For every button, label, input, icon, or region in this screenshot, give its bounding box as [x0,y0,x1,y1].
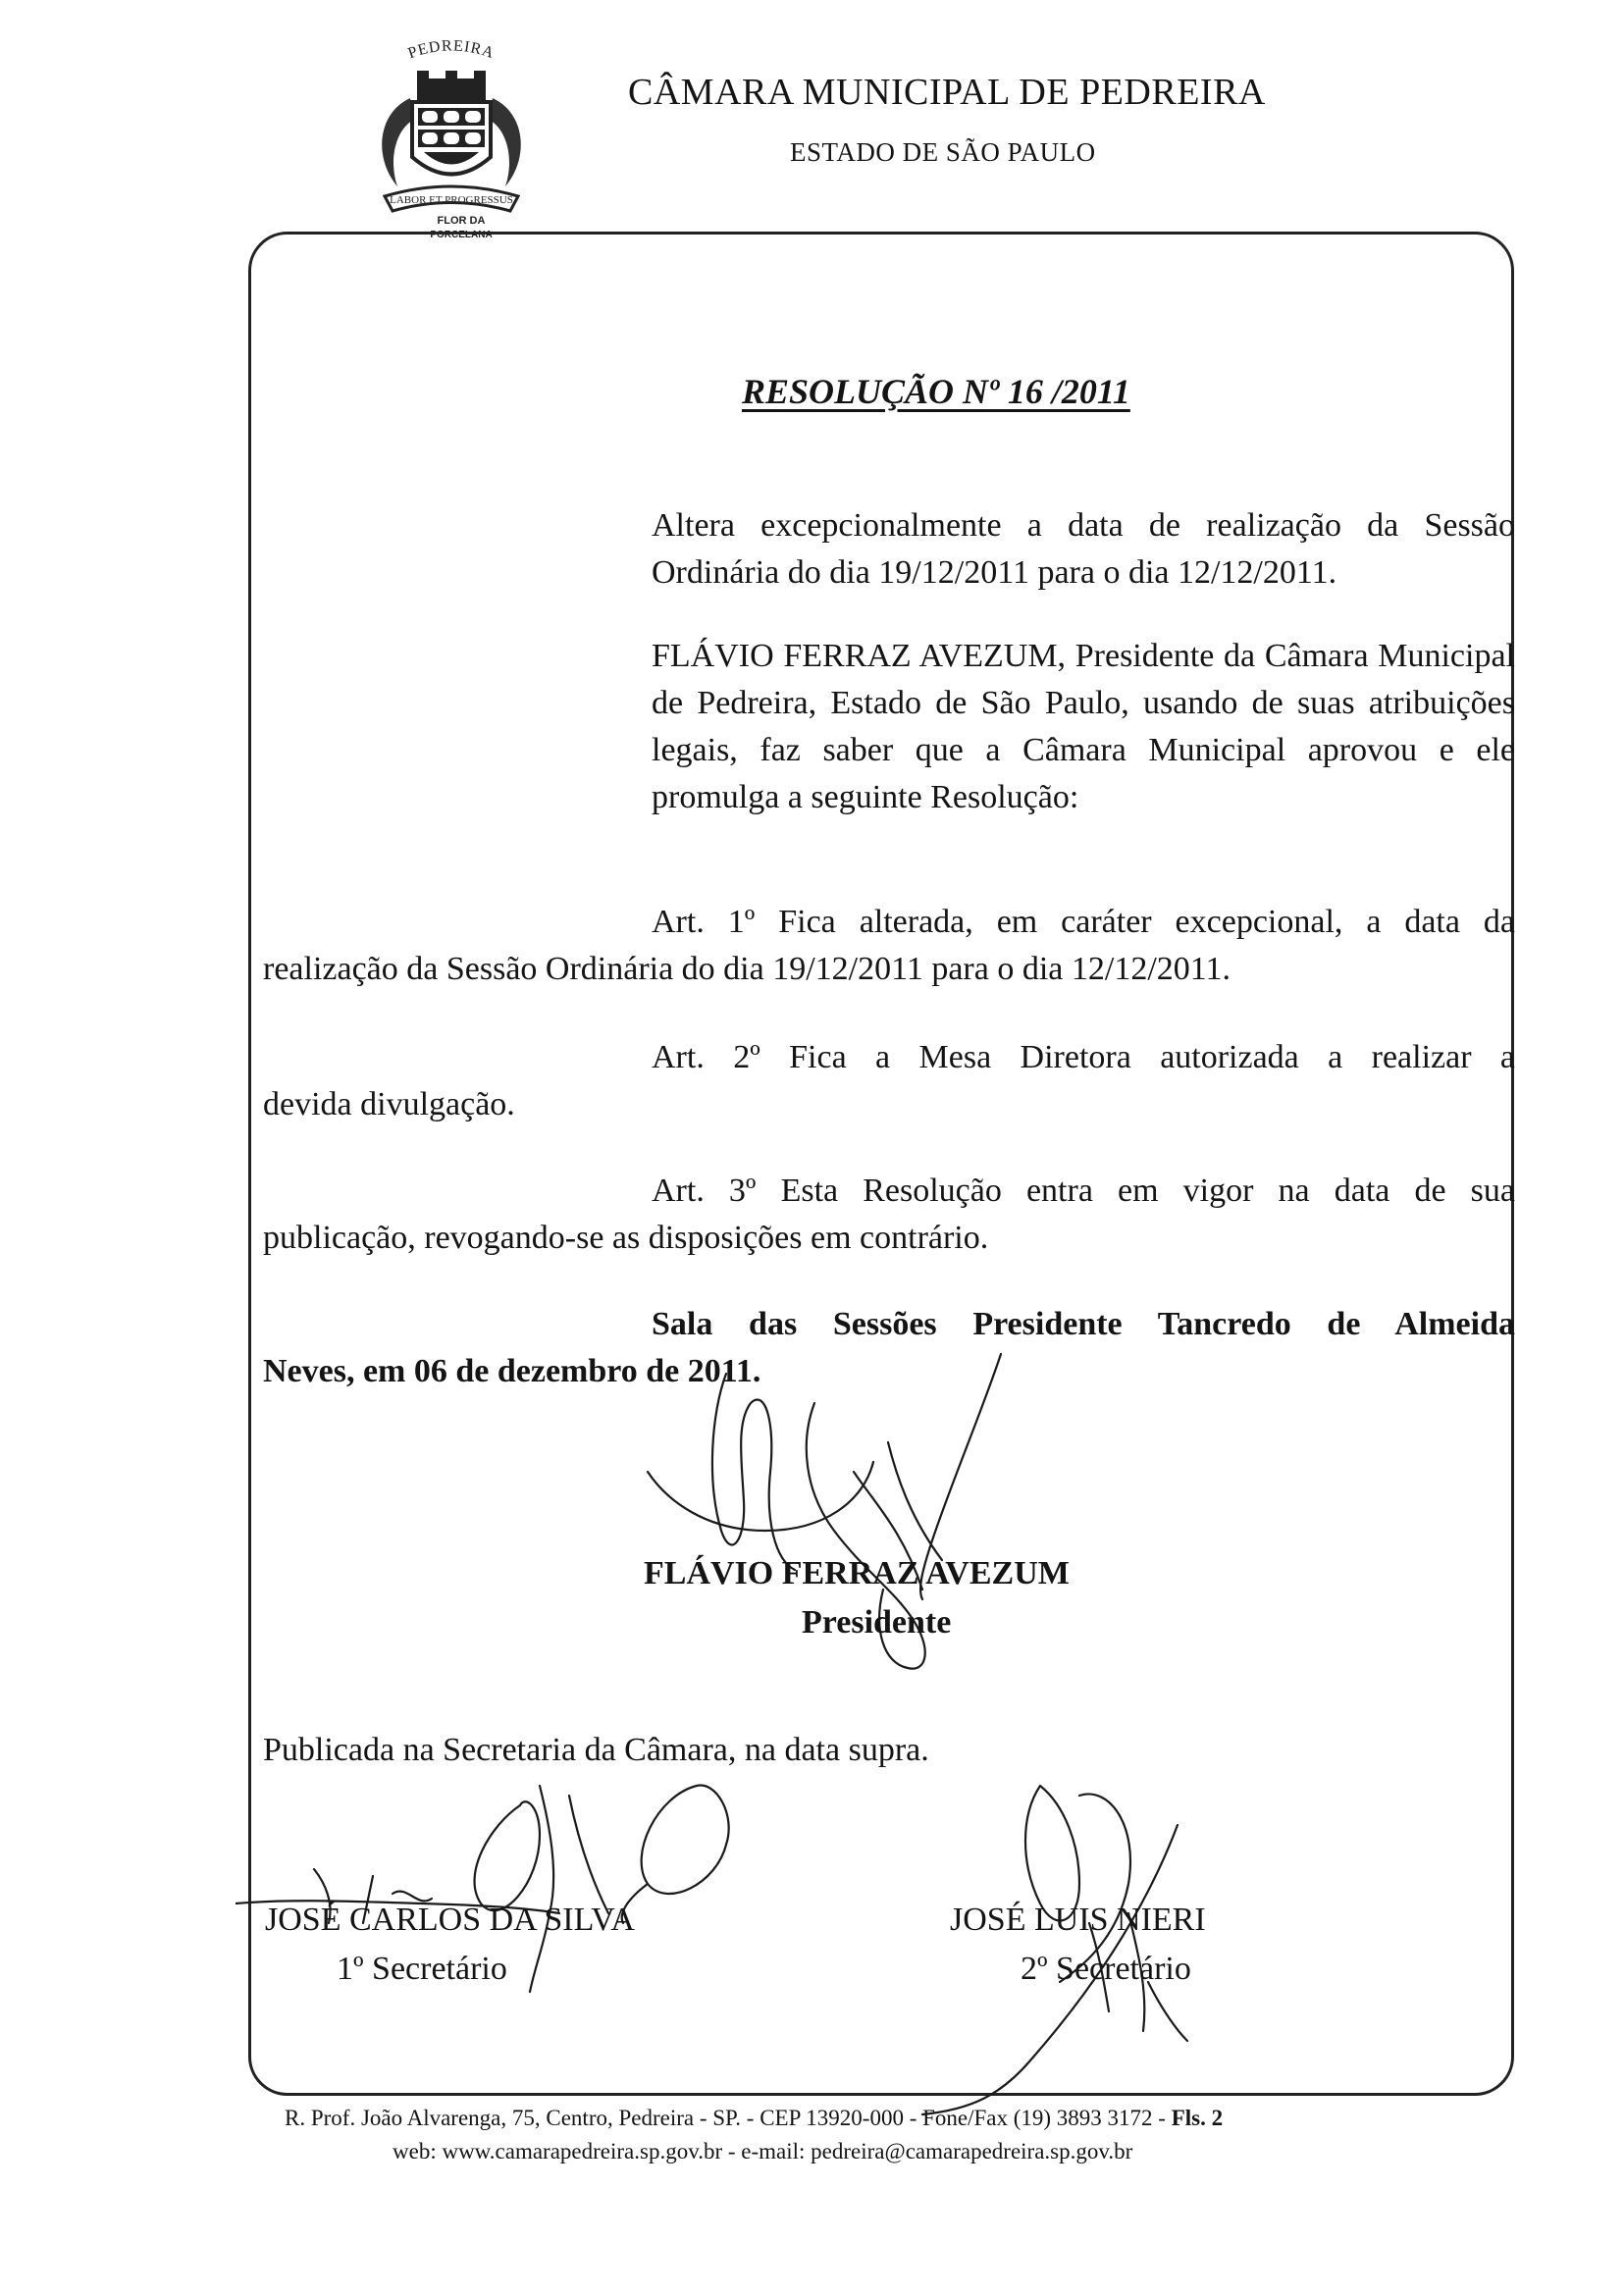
page-reference: Fls. 2 [1171,2106,1224,2130]
footer-contact: web: www.camarapedreira.sp.gov.br - e-mail: pedreira@camarapedreira.sp.gov.br [393,2139,1133,2164]
footer-address-text: R. Prof. João Alvarenga, 75, Centro, Pedreira - SP. - CEP 13920-000 - Fone/Fax (19) 3893 3172 - [285,2106,1172,2130]
article-text: Art. 2º Fica a Mesa Diretora autorizada a realizar a [652,1039,1515,1075]
organization-name: CÂMARA MUNICIPAL DE PEDREIRA [628,72,1266,113]
article-2 [263,1034,1515,1128]
svg-text:PEDREIRA: PEDREIRA [405,37,498,63]
article-text: publicação, revogando-se as disposições em contrário. [263,1220,989,1256]
article-text: devida divulgação. [263,1086,515,1122]
first-secretary-role: 1º Secretário [337,1951,507,1987]
article-text: Art. 3º Esta Resolução entra em vigor na data de sua [652,1173,1515,1209]
document-title: RESOLUÇÃO Nº 16 /2011 [742,372,1130,411]
article-text: Art. 1º Fica alterada, em caráter excepcional, a data da [652,904,1515,940]
article-3 [263,1168,1515,1262]
coat-of-arms-logo [363,29,540,240]
crest-subtitle: PORCELANA [430,230,493,240]
footer-address [285,2106,1223,2131]
first-secretary-name: JOSÉ CARLOS DA SILVA [265,1902,635,1938]
publication-note: Publicada na Secretaria da Câmara, na data supra. [263,1732,929,1768]
second-secretary-name: JOSÉ LUIS NIERI [950,1902,1206,1938]
crest-subtitle: FLOR DA [437,215,486,227]
second-secretary-role: 2º Secretário [1021,1951,1191,1987]
crest-motto: LABOR ET PROGRESSUS [390,194,513,206]
resolution-preamble: FLÁVIO FERRAZ AVEZUM, Presidente da Câmara Municipal de Pedreira, Estado de São Paulo, usando de suas atribuições legais, faz saber que a Câmara Municipal aprovou e ele promulga a seguinte Resolução: [652,638,1515,815]
president-role: Presidente [802,1604,952,1641]
state-name: ESTADO DE SÃO PAULO [790,137,1096,167]
resolution-summary: Altera excepcionalmente a data de realização da Sessão Ordinária do dia 19/12/2011 para o dia 12/12/2011. [652,507,1515,591]
closing-text: Sala das Sessões Presidente Tancredo de Almeida [652,1306,1515,1342]
article-1 [263,899,1515,993]
closing-text: Neves, em 06 de dezembro de 2011. [263,1353,761,1389]
closing-statement [263,1301,1515,1395]
article-text: realização da Sessão Ordinária do dia 19/12/2011 para o dia 12/12/2011. [263,951,1231,987]
president-name: FLÁVIO FERRAZ AVEZUM [644,1555,1070,1591]
